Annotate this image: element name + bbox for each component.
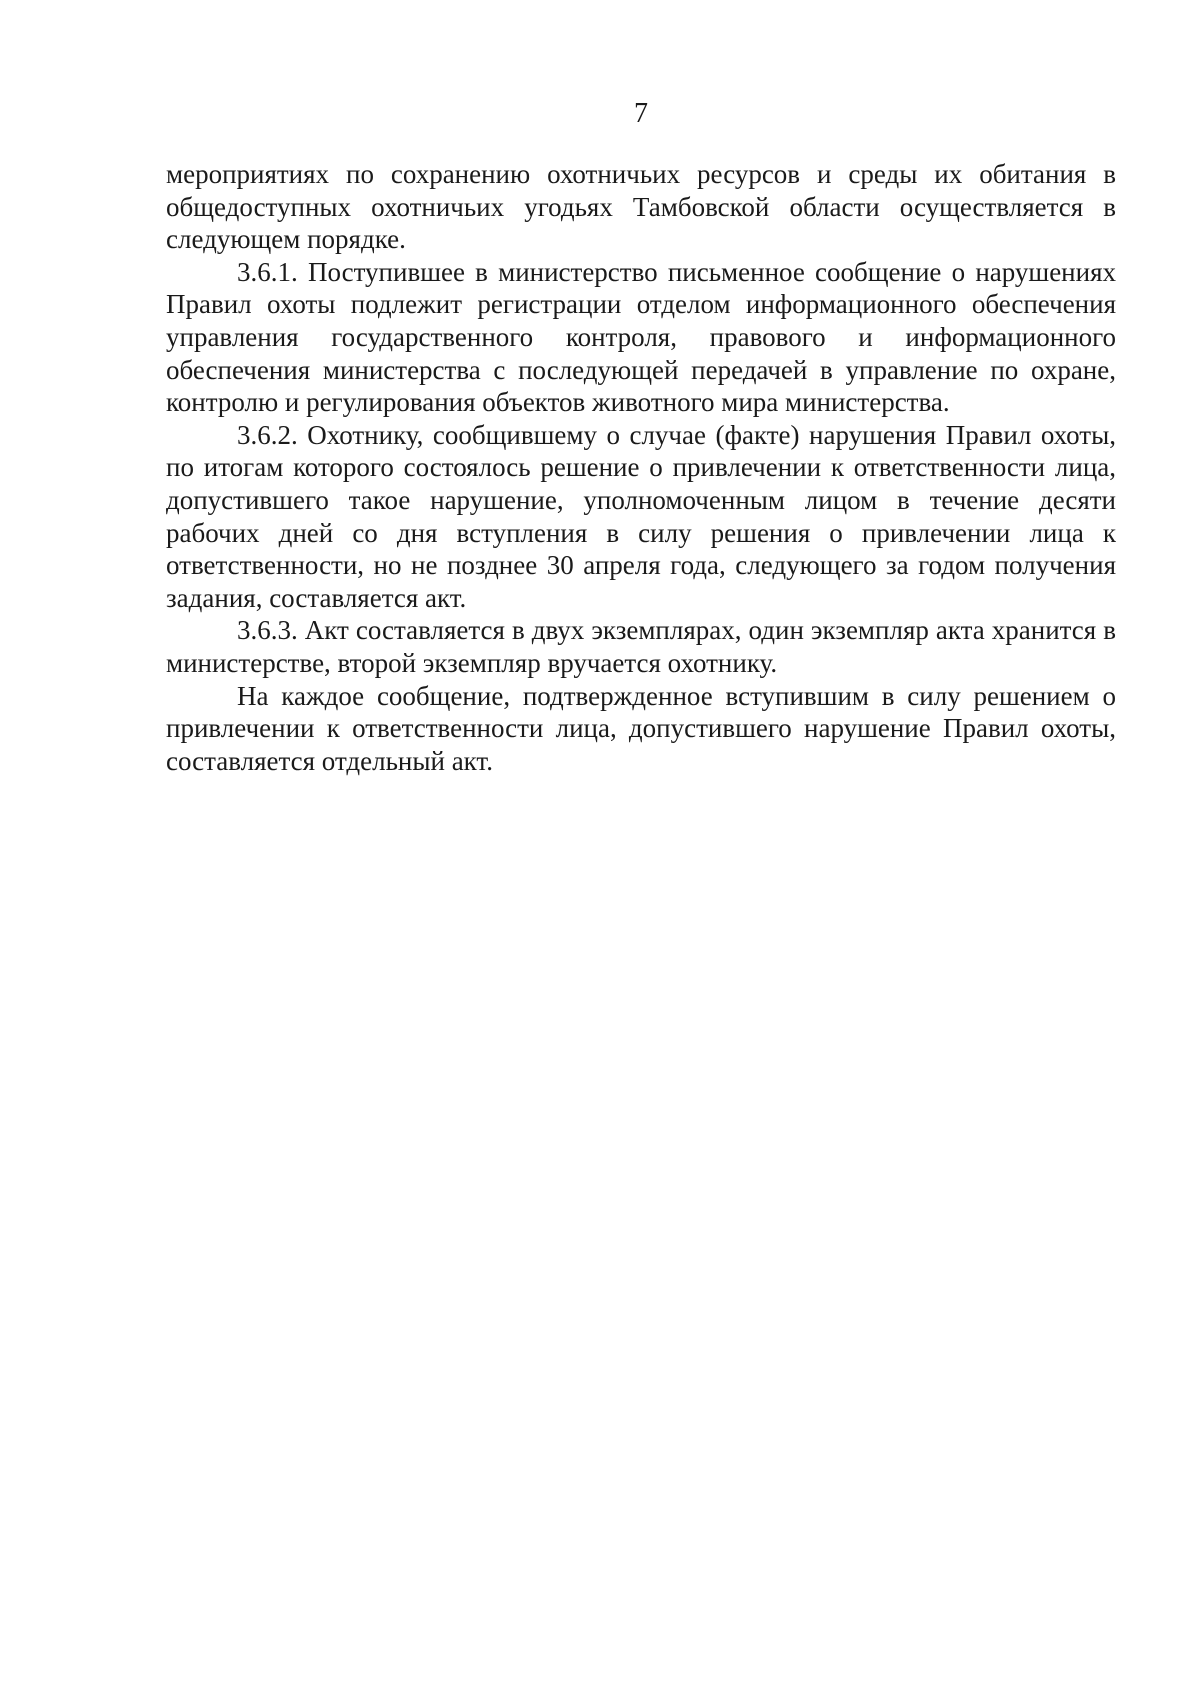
paragraph-3-6-3: 3.6.3. Акт составляется в двух экземплярах, один экземпляр акта хранится в министерстве, второй экземпляр вручается охотнику. xyxy=(166,615,1116,678)
document-body xyxy=(166,158,1116,777)
page-number: 7 xyxy=(634,98,648,129)
paragraph-3-6-1: 3.6.1. Поступившее в министерство письменное сообщение о нарушениях Правил охоты подлежит регистрации отделом информационного обеспечения управления государственного контроля, правового и информационного обеспечения министерства с последующей передачей в управление по охране, контролю и регулирования объектов животного мира министерства. xyxy=(166,256,1116,418)
paragraph-continuation: мероприятиях по сохранению охотничьих ресурсов и среды их обитания в общедоступных охотничьих угодьях Тамбовской области осуществляется в следующем порядке. xyxy=(166,159,1116,255)
paragraph-3-6-2: 3.6.2. Охотнику, сообщившему о случае (факте) нарушения Правил охоты, по итогам которого состоялось решение о привлечении к ответственности лица, допустившего такое нарушение, уполномоченным лицом в течение десяти рабочих дней со дня вступления в силу решения о привлечении лица к ответственности, но не позднее 30 апреля года, следующего за годом получения задания, составляется акт. xyxy=(166,419,1116,613)
paragraph-separate-act: На каждое сообщение, подтвержденное вступившим в силу решением о привлечении к ответственности лица, допустившего нарушение Правил охоты, составляется отдельный акт. xyxy=(166,680,1116,776)
